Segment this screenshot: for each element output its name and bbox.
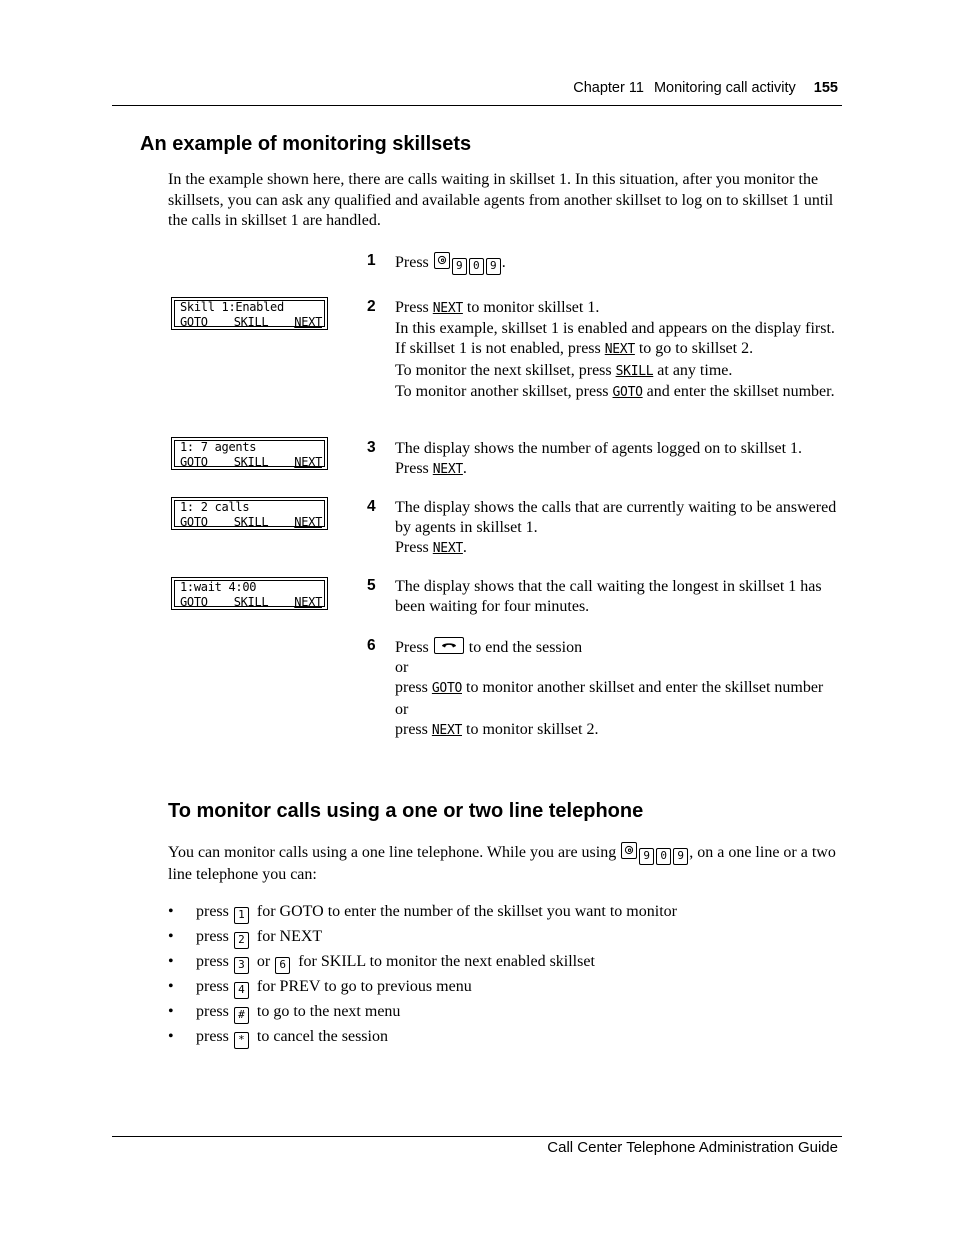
display-button-goto: GOTO [180,595,208,609]
display-line-1: 1: 7 agents [180,440,257,454]
key-0: 0 [656,848,671,865]
feature-key-icon [434,252,450,269]
step-text: Press [395,539,429,557]
key-pound: # [234,1007,249,1024]
step-text: Press [395,460,429,478]
list-item [168,1027,677,1052]
item-text: to cancel the session [256,1028,388,1045]
intro-text: You can monitor calls using a one line telephone. While you are using [168,844,617,861]
step-text: Press [395,254,429,271]
step-number: 2 [367,298,376,315]
display-button-next: NEXT [294,315,322,329]
list-item [168,1002,677,1027]
key-2: 2 [234,932,249,949]
bullet: • [168,903,174,920]
step-number: 1 [367,252,376,269]
step-text: to monitor skillset 1. [466,299,600,316]
step-text: The display shows the number of agents logged on to skillset 1. [395,440,803,457]
step-text: to go to skillset 2. [638,340,754,358]
display-button-skill: SKILL [233,595,269,609]
item-text: for GOTO to enter the number of the skillset you want to monitor [256,903,677,920]
header-rule [112,105,842,106]
bullet: • [168,1028,174,1045]
press-text: press [196,953,229,970]
step-text-end: . [462,460,467,478]
step-text: press [395,679,428,697]
display-button-next: NEXT [294,455,322,469]
key-9: 9 [673,848,688,865]
item-text: for NEXT [256,928,323,945]
key-9: 9 [639,848,654,865]
display-button-goto: GOTO [180,515,208,529]
step-number: 4 [367,498,376,515]
softkey-goto: GOTO [612,384,643,400]
step-number: 6 [367,637,376,654]
step-text: The display shows that the call waiting the longest in skillset 1 has been waiting for four minutes. [395,578,822,616]
intro-paragraph: In the example shown here, there are calls waiting in skillset 1. In this situation, after you monitor the skillsets, you can ask any qualified and available agents from another skillset to log on to skillset 1 until the calls in skillset 1 are handled. [168,171,834,229]
list-item [168,952,677,977]
key-3: 3 [234,957,249,974]
press-text: press [196,928,229,945]
press-text: press [196,978,229,995]
item-text: for SKILL to monitor the next enabled skillset [298,953,595,970]
softkey-next: NEXT [432,541,463,557]
softkey-goto: GOTO [431,681,462,697]
display-button-skill: SKILL [233,515,269,529]
step-number: 3 [367,439,376,456]
step-text: In this example, skillset 1 is enabled and appears on the display first. If skillset 1 is not enabled, press [395,320,835,358]
step-text: at any time. [657,361,733,379]
telephone-display-calls [171,497,328,530]
step-text-end: . [501,254,506,271]
step-text: and enter the skillset number. [646,382,835,400]
display-button-goto: GOTO [180,315,208,329]
step-text: to end the session [468,639,583,656]
step-text: Press [395,299,429,316]
release-handset-icon [434,637,464,654]
step-text: Press [395,639,429,656]
feature-key-icon [621,842,637,859]
step-text: to monitor another skillset and enter the skillset number [466,679,824,697]
running-footer: Call Center Telephone Administration Guide [547,1139,838,1156]
telephone-display-agents [171,437,328,470]
display-line-1: 1: 2 calls [180,500,250,514]
key-9: 9 [452,258,467,275]
section-heading-example: An example of monitoring skillsets [140,133,472,155]
bullet: • [168,1003,174,1020]
step-text-or: or [395,659,409,677]
footer-rule [112,1136,842,1137]
press-text: press [196,903,229,920]
display-button-skill: SKILL [233,455,269,469]
telephone-display-wait [171,577,328,610]
display-button-skill: SKILL [233,315,269,329]
step-text: to monitor skillset 2. [466,720,599,738]
softkey-next: NEXT [432,301,463,316]
press-text: press [196,1003,229,1020]
item-text: to go to the next menu [256,1003,401,1020]
key-options-list [168,902,677,1052]
or-text: or [256,953,271,970]
softkey-next: NEXT [432,462,463,478]
step-text: To monitor the next skillset, press [395,361,612,379]
step-text-or: or [395,700,409,718]
page-number: 155 [813,80,838,96]
list-item [168,927,677,952]
list-item [168,902,677,927]
item-text: for PREV to go to previous menu [256,978,472,995]
chapter-label: Chapter 11 [573,80,644,96]
display-button-next: NEXT [294,515,322,529]
step-text: To monitor another skillset, press [395,382,609,400]
section-heading-one-two-line: To monitor calls using a one or two line telephone [168,800,644,822]
bullet: • [168,953,174,970]
intro-text: , on a one line or a two line telephone you can: [168,844,836,883]
key-6: 6 [275,957,290,974]
key-0: 0 [469,258,484,275]
chapter-title: Monitoring call activity [653,80,796,96]
key-4: 4 [234,982,249,999]
step-text-end: . [462,539,467,557]
list-item [168,977,677,1002]
key-star: * [234,1032,249,1049]
press-text: press [196,1028,229,1045]
softkey-next: NEXT [431,722,462,738]
step-text: press [395,720,428,738]
key-9: 9 [486,258,501,275]
display-line-1: 1:wait 4:00 [180,580,257,594]
display-button-goto: GOTO [180,455,208,469]
step-number: 5 [367,577,376,594]
softkey-skill: SKILL [615,363,654,379]
section2-intro [168,842,843,886]
telephone-display-skill-enabled [171,297,328,330]
bullet: • [168,978,174,995]
key-1: 1 [234,907,249,924]
display-line-1: Skill 1:Enabled [180,300,284,314]
running-header [0,80,838,96]
step-text: The display shows the calls that are currently waiting to be answered by agents in skillset 1. [395,499,837,537]
softkey-next: NEXT [604,342,635,358]
display-button-next: NEXT [294,595,322,609]
bullet: • [168,928,174,945]
